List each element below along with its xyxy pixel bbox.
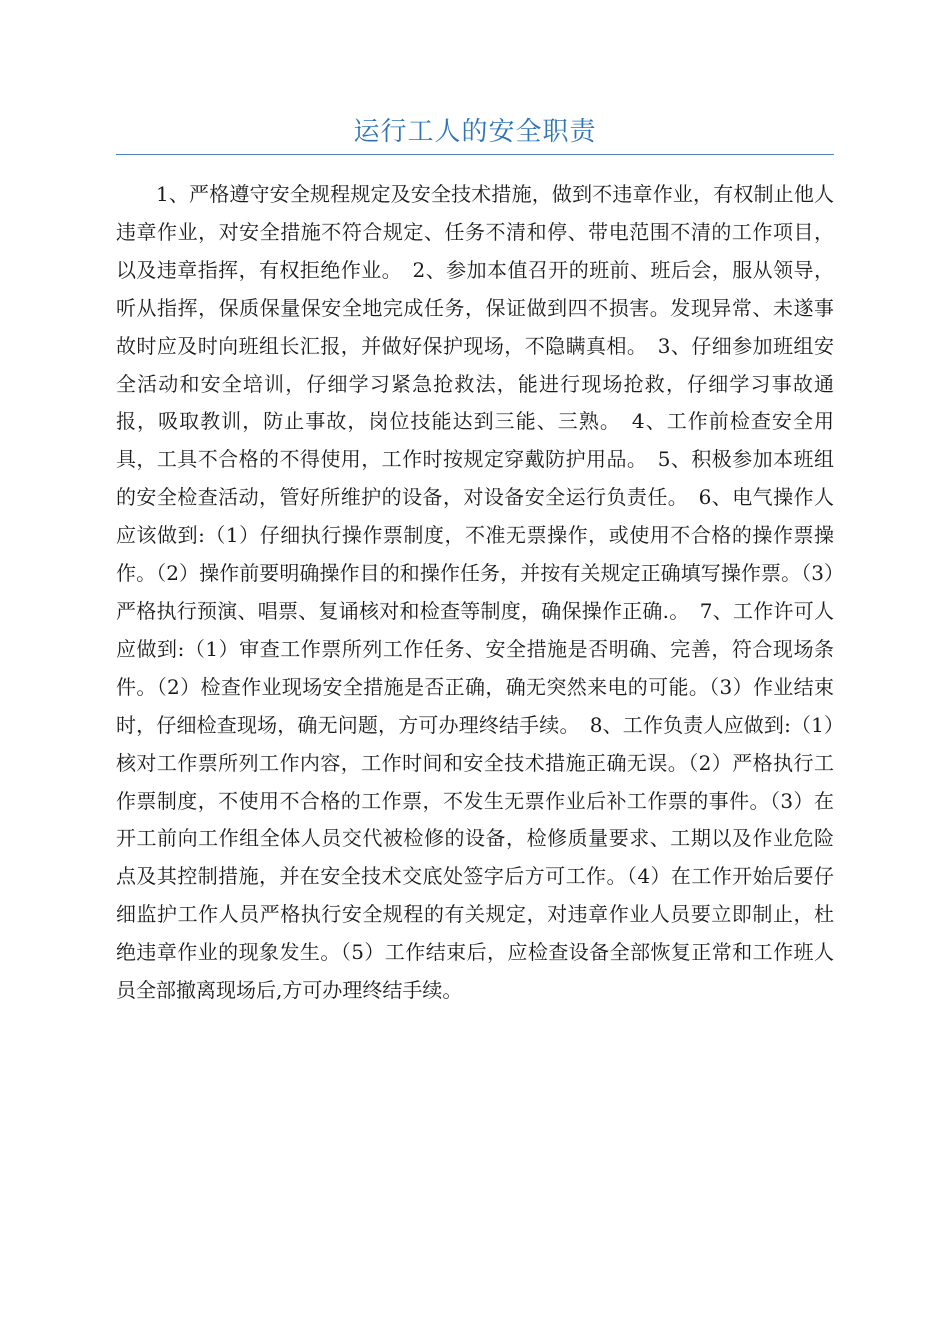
- title-divider: [116, 154, 834, 155]
- document-body-paragraph: 1、严格遵守安全规程规定及安全技术措施，做到不违章作业，有权制止他人违章作业，对安全措施不符合规定、任务不清和停、带电范围不清的工作项目，以及违章指挥，有权拒绝作业。 2、参加本值召开的班前、班后会，服从领导，听从指挥，保质保量保安全地完成任务，保证做到四不损害。发现异常、未遂事故时应及时向班组长汇报，并做好保护现场，不隐瞒真相。 3、仔细参加班组安全活动和安全培训，仔细学习紧急抢救法，能进行现场抢救，仔细学习事故通报，吸取教训，防止事故，岗位技能达到三能、三熟。 4、工作前检查安全用具，工具不合格的不得使用，工作时按规定穿戴防护用品。 5、积极参加本班组的安全检查活动，管好所维护的设备，对设备安全运行负责任。 6、电气操作人应该做到:（1）仔细执行操作票制度，不准无票操作，或使用不合格的操作票操作。（2）操作前要明确操作目的和操作任务，并按有关规定正确填写操作票。（3）严格执行预演、唱票、复诵核对和检查等制度，确保操作正确.。 7、工作许可人应做到:（1）审查工作票所列工作任务、安全措施是否明确、完善，符合现场条件。（2）检查作业现场安全措施是否正确，确无突然来电的可能。（3）作业结束时，仔细检查现场，确无问题，方可办理终结手续。 8、工作负责人应做到:（1）核对工作票所列工作内容，工作时间和安全技术措施正确无误。（2）严格执行工作票制度，不使用不合格的工作票，不发生无票作业后补工作票的事件。（3）在开工前向工作组全体人员交代被检修的设备，检修质量要求、工期以及作业危险点及其控制措施，并在安全技术交底处签字后方可工作。（4）在工作开始后要仔细监护工作人员严格执行安全规程的有关规定，对违章作业人员要立即制止，杜绝违章作业的现象发生。（5）工作结束后，应检查设备全部恢复正常和工作班人员全部撤离现场后,方可办理终结手续。: [116, 182, 834, 1003]
- document-title: 运行工人的安全职责: [353, 117, 597, 147]
